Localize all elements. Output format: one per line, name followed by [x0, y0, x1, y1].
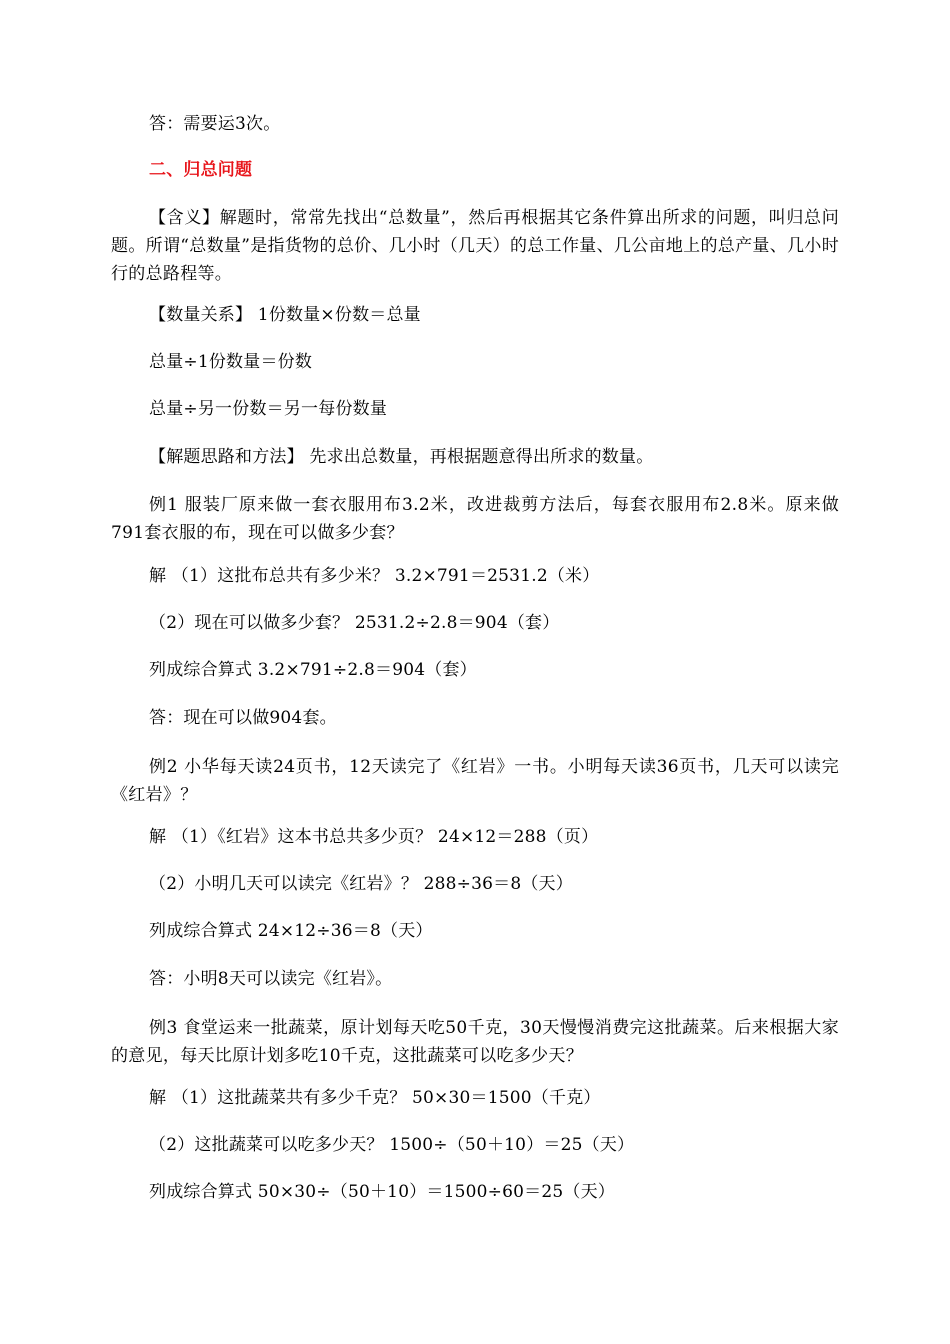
- example-1-answer: 答：现在可以做904套。: [149, 708, 337, 728]
- formula-shares: 总量÷1份数量＝份数: [149, 352, 313, 372]
- meaning-paragraph: 【含义】解题时，常常先找出“总数量”，然后再根据其它条件算出所求的问题，叫归总问题。所谓“总数量”是指货物的总价、几小时（几天）的总工作量、几公亩地上的总产量、几小时行的总路程等。: [111, 208, 839, 284]
- quantity-relation: 【数量关系】 1份数量×份数＝总量: [149, 305, 421, 325]
- previous-answer: 答：需要运3次。: [149, 114, 281, 134]
- example-1: 例1 服装厂原来做一套衣服用布3.2米，改进裁剪方法后，每套衣服用布2.8米。原来做791套衣服的布，现在可以做多少套？: [111, 495, 839, 543]
- example-2-answer: 答：小明8天可以读完《红岩》。: [149, 969, 393, 989]
- example-2-step-1: 解 （1）《红岩》这本书总共多少页？ 24×12＝288（页）: [149, 827, 599, 847]
- example-3: 例3 食堂运来一批蔬菜，原计划每天吃50千克，30天慢慢消费完这批蔬菜。后来根据大家的意见，每天比原计划多吃10千克，这批蔬菜可以吃多少天？: [111, 1018, 839, 1066]
- example-1-step-2: （2）现在可以做多少套？ 2531.2÷2.8＝904（套）: [149, 613, 560, 633]
- example-2-step-2: （2）小明几天可以读完《红岩》？ 288÷36＝8（天）: [149, 874, 573, 894]
- example-1-step-1: 解 （1）这批布总共有多少米？ 3.2×791＝2531.2（米）: [149, 566, 600, 586]
- example-1-combined: 列成综合算式 3.2×791÷2.8＝904（套）: [149, 660, 477, 680]
- example-2: 例2 小华每天读24页书，12天读完了《红岩》一书。小明每天读36页书，几天可以读完《红岩》？: [111, 757, 839, 805]
- example-3-step-2: （2）这批蔬菜可以吃多少天？ 1500÷（50＋10）＝25（天）: [149, 1135, 635, 1155]
- section-title: 二、归总问题: [149, 160, 253, 180]
- formula-other-share: 总量÷另一份数＝另一每份数量: [149, 399, 388, 419]
- example-3-combined: 列成综合算式 50×30÷（50＋10）＝1500÷60＝25（天）: [149, 1182, 615, 1202]
- example-2-combined: 列成综合算式 24×12÷36＝8（天）: [149, 921, 433, 941]
- method-line: 【解题思路和方法】 先求出总数量，再根据题意得出所求的数量。: [149, 447, 654, 467]
- example-3-step-1: 解 （1）这批蔬菜共有多少千克？ 50×30＝1500（千克）: [149, 1088, 601, 1108]
